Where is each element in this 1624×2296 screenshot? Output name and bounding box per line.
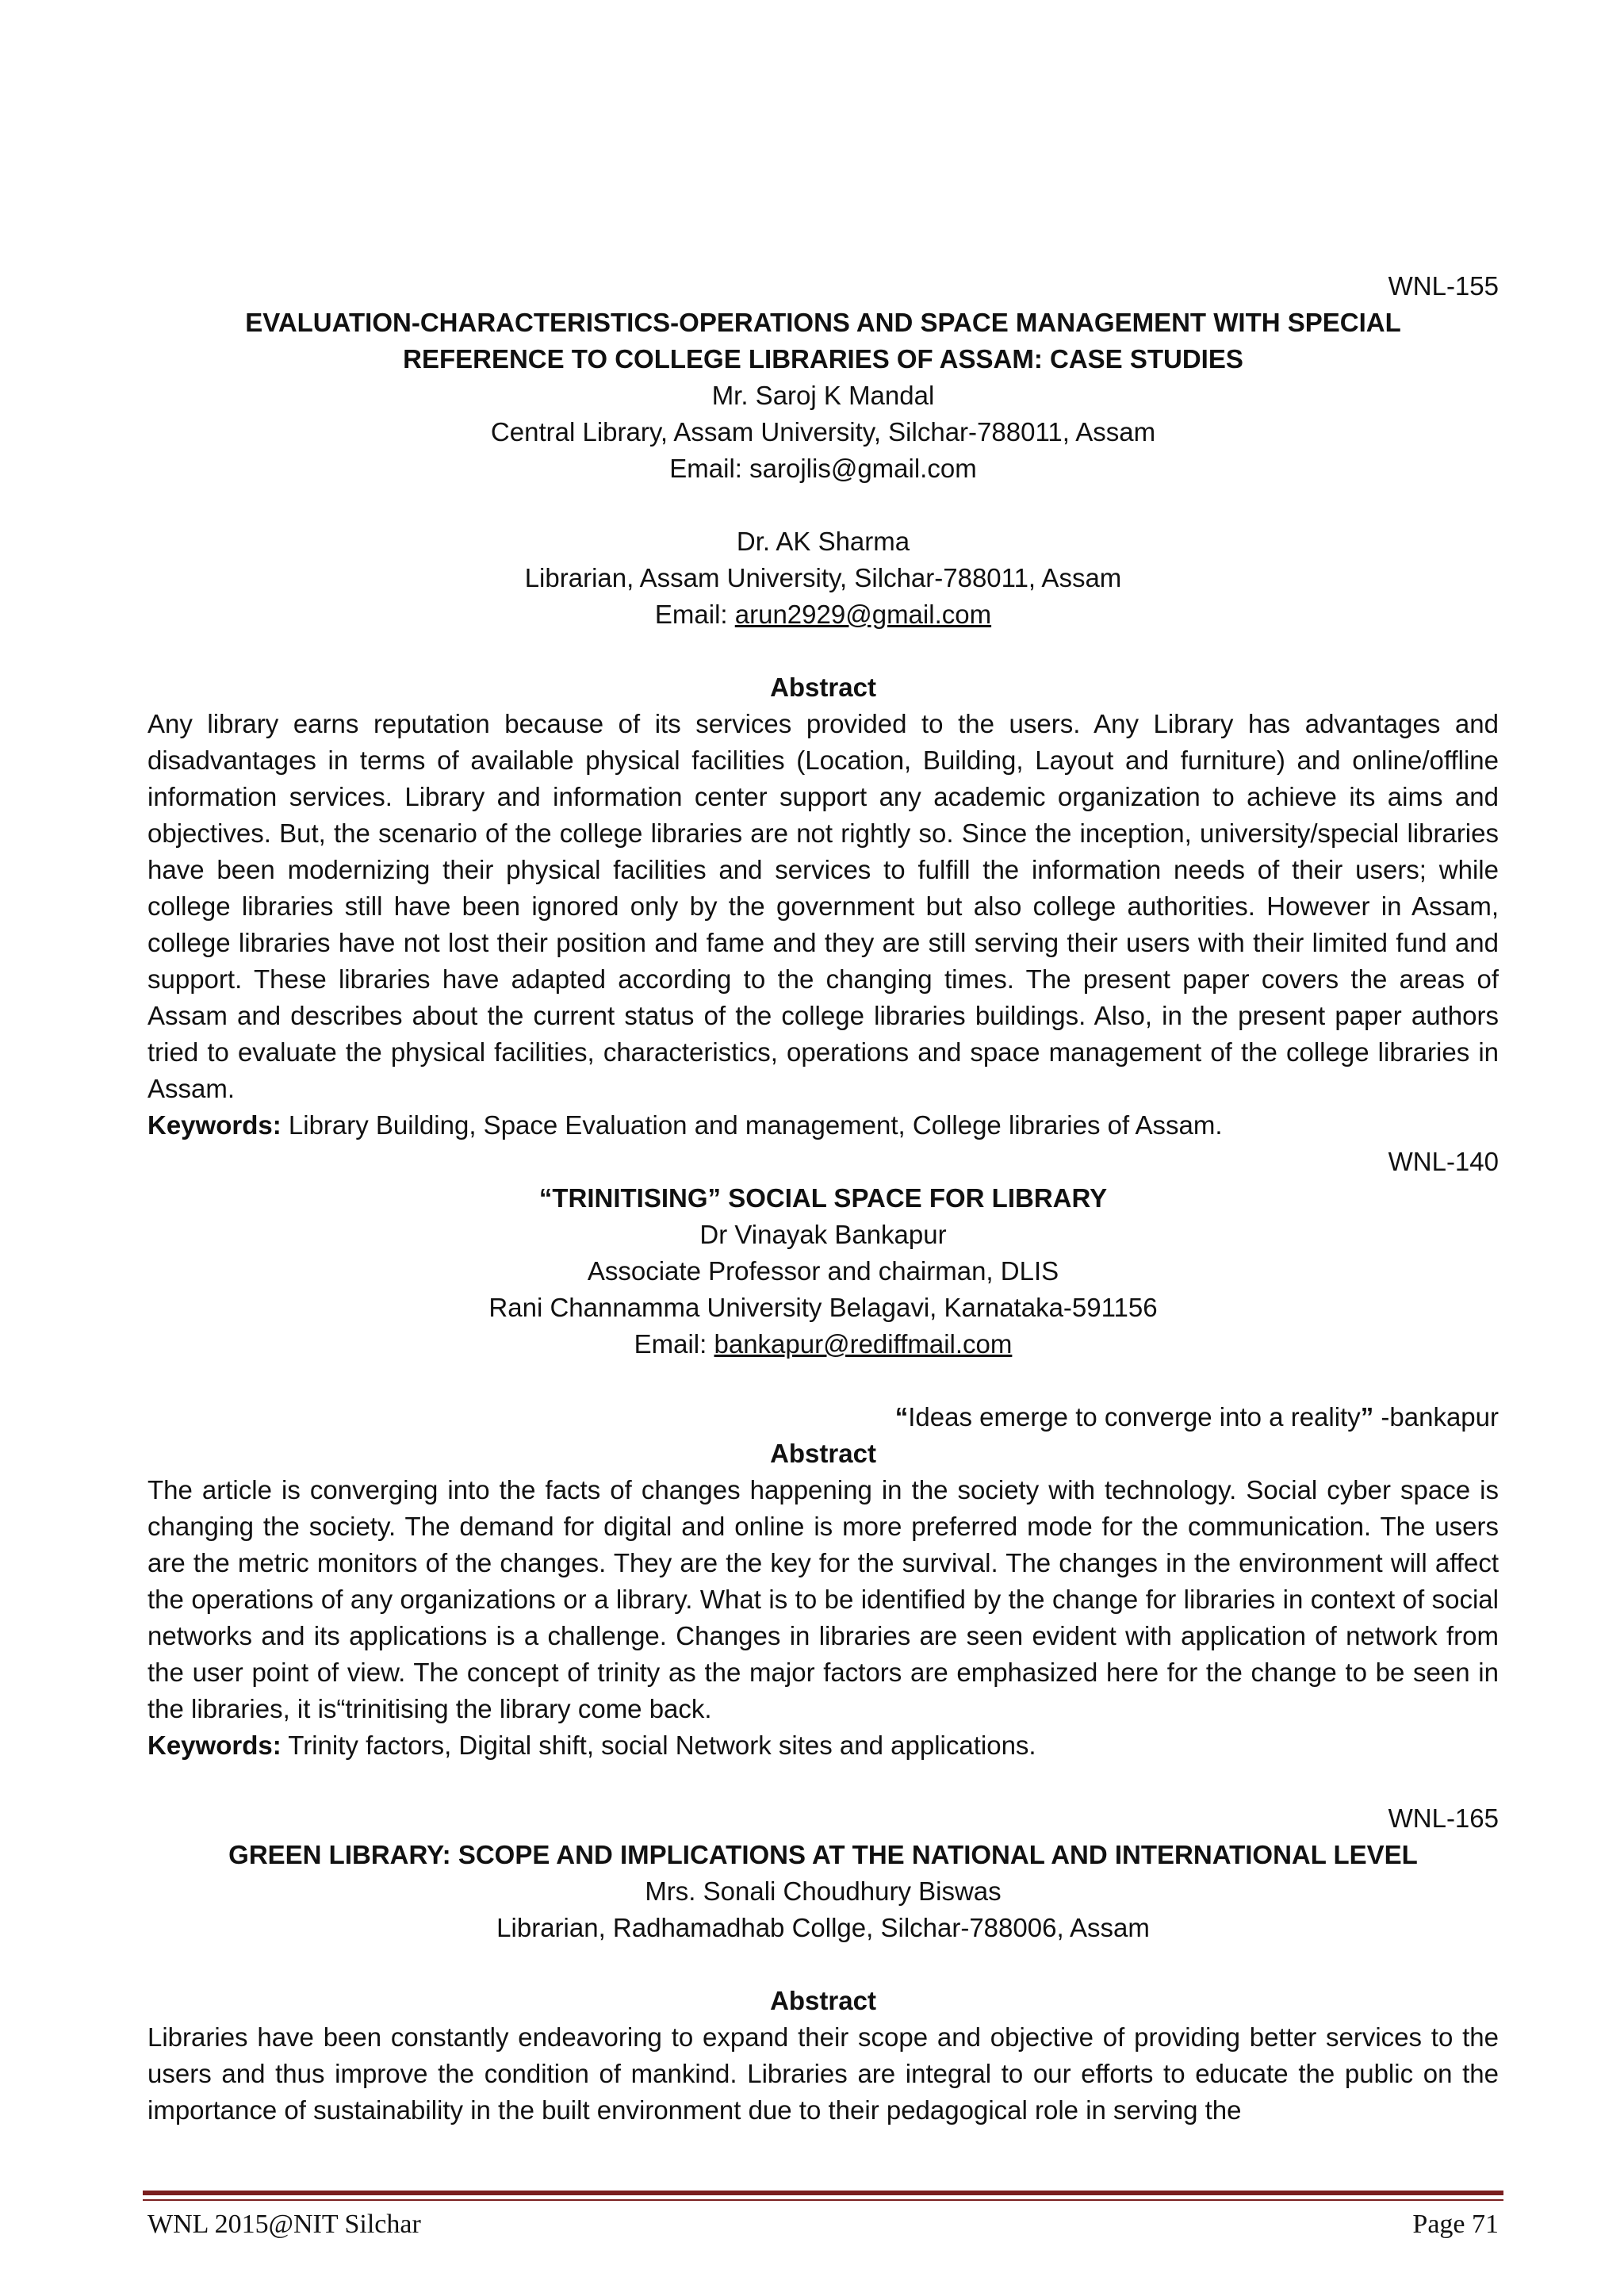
paper-wnl-165 [147,1800,1499,2129]
footer-page-number: Page 71 [1412,2210,1499,2239]
paper-code: WNL-140 [1388,1147,1499,1176]
email-link[interactable]: arun2929@gmail.com [734,600,992,629]
spacer [147,633,1499,669]
keywords [147,1727,1499,1764]
paper-title: “TRINITISING” SOCIAL SPACE FOR LIBRARY [538,1183,1108,1213]
author-name: Mr. Saroj K Mandal [711,381,935,410]
keywords [147,1107,1499,1144]
author-email: Email: sarojlis@gmail.com [669,454,977,483]
footer-rule-thin [143,2199,1503,2201]
author-name: Mrs. Sonali Choudhury Biswas [645,1876,1002,1906]
paper-wnl-140 [147,1144,1499,1764]
page-content [147,268,1499,2129]
abstract-heading: Abstract [770,673,876,702]
quote-text: Ideas emerge to converge into a reality [908,1402,1361,1432]
quote-attribution: -bankapur [1373,1402,1499,1432]
page-footer [147,2207,1499,2242]
paper-wnl-155 [147,268,1499,1144]
author-name: Dr. AK Sharma [736,527,910,556]
keywords-text: Trinity factors, Digital shift, social Network sites and applications. [281,1731,1036,1760]
footer-rule-thick [143,2191,1503,2195]
author-affiliation: Librarian, Assam University, Silchar-788011, Assam [524,563,1122,592]
author-position: Associate Professor and chairman, DLIS [587,1256,1059,1286]
epigraph-quote [147,1399,1499,1435]
author-affiliation: Librarian, Radhamadhab Collge, Silchar-788006, Assam [496,1913,1150,1942]
paper-title-line-2: REFERENCE TO COLLEGE LIBRARIES OF ASSAM: CASE STUDIES [403,344,1243,374]
abstract-heading: Abstract [770,1439,876,1468]
author-affiliation: Rani Channamma University Belagavi, Karnataka-591156 [488,1293,1158,1322]
paper-code: WNL-165 [1388,1803,1499,1833]
keywords-label: Keywords: [147,1110,282,1140]
paper-code: WNL-155 [1388,271,1499,301]
author-email-line [147,596,1499,633]
spacer [147,1363,1499,1399]
author-affiliation: Central Library, Assam University, Silchar-788011, Assam [490,417,1156,447]
spacer [147,1764,1499,1800]
author-name: Dr Vinayak Bankapur [699,1220,947,1249]
abstract-heading: Abstract [770,1986,876,2015]
footer-conference: WNL 2015@NIT Silchar [147,2210,421,2239]
spacer [147,1946,1499,1983]
quote-open-mark: “ [894,1402,909,1432]
email-link[interactable]: bankapur@rediffmail.com [714,1329,1013,1359]
keywords-text: Library Building, Space Evaluation and management, College libraries of Assam. [281,1110,1223,1140]
email-label: Email: [634,1329,714,1359]
paper-title-line-1: EVALUATION-CHARACTERISTICS-OPERATIONS AND SPACE MANAGEMENT WITH SPECIAL [245,308,1401,337]
abstract-text: The article is converging into the facts of changes happening in the society with technology. Social cyber space is changing the society. The demand for digital and online is more preferred mode for the communication. The users are the metric monitors of the changes. They are the key for the survival. The changes in the environment will affect the operations of any organizations or a library. What is to be identified by the change for libraries in context of social networks and its applications is a challenge. Changes in libraries are seen evident with application of network from the user point of view. The concept of trinity as the major factors are emphasized here for the change to be seen in the libraries, it is“trinitising the library come back. [147,1475,1499,1723]
spacer [147,487,1499,523]
paper-title: GREEN LIBRARY: SCOPE AND IMPLICATIONS AT THE NATIONAL AND INTERNATIONAL LEVEL [228,1840,1418,1869]
abstract-text: Any library earns reputation because of its services provided to the users. Any Library has advantages and disadvantages in terms of available physical facilities (Location, Building, Layout and furniture) and online/offline information services. Library and information center support any academic organization to achieve its aims and objectives. But, the scenario of the college libraries are not rightly so. Since the inception, university/special libraries have been modernizing their physical facilities and services to fulfill the information needs of their users; while college libraries still have been ignored only by the government but also college authorities. However in Assam, college libraries have not lost their position and fame and they are still serving their users with their limited fund and support. These libraries have adapted according to the changing times. The present paper covers the areas of Assam and describes about the current status of the college libraries buildings. Also, in the present paper authors tried to evaluate the physical facilities, characteristics, operations and space management of the college libraries in Assam. [147,709,1499,1103]
email-label: Email: [654,600,735,629]
quote-close-mark: ” [1360,1402,1374,1432]
author-email-line [147,1326,1499,1363]
keywords-label: Keywords: [147,1731,282,1760]
abstract-text: Libraries have been constantly endeavoring to expand their scope and objective of providing better services to the users and thus improve the condition of mankind. Libraries are integral to our efforts to educate the public on the importance of sustainability in the built environment due to their pedagogical role in serving the [147,2022,1499,2125]
